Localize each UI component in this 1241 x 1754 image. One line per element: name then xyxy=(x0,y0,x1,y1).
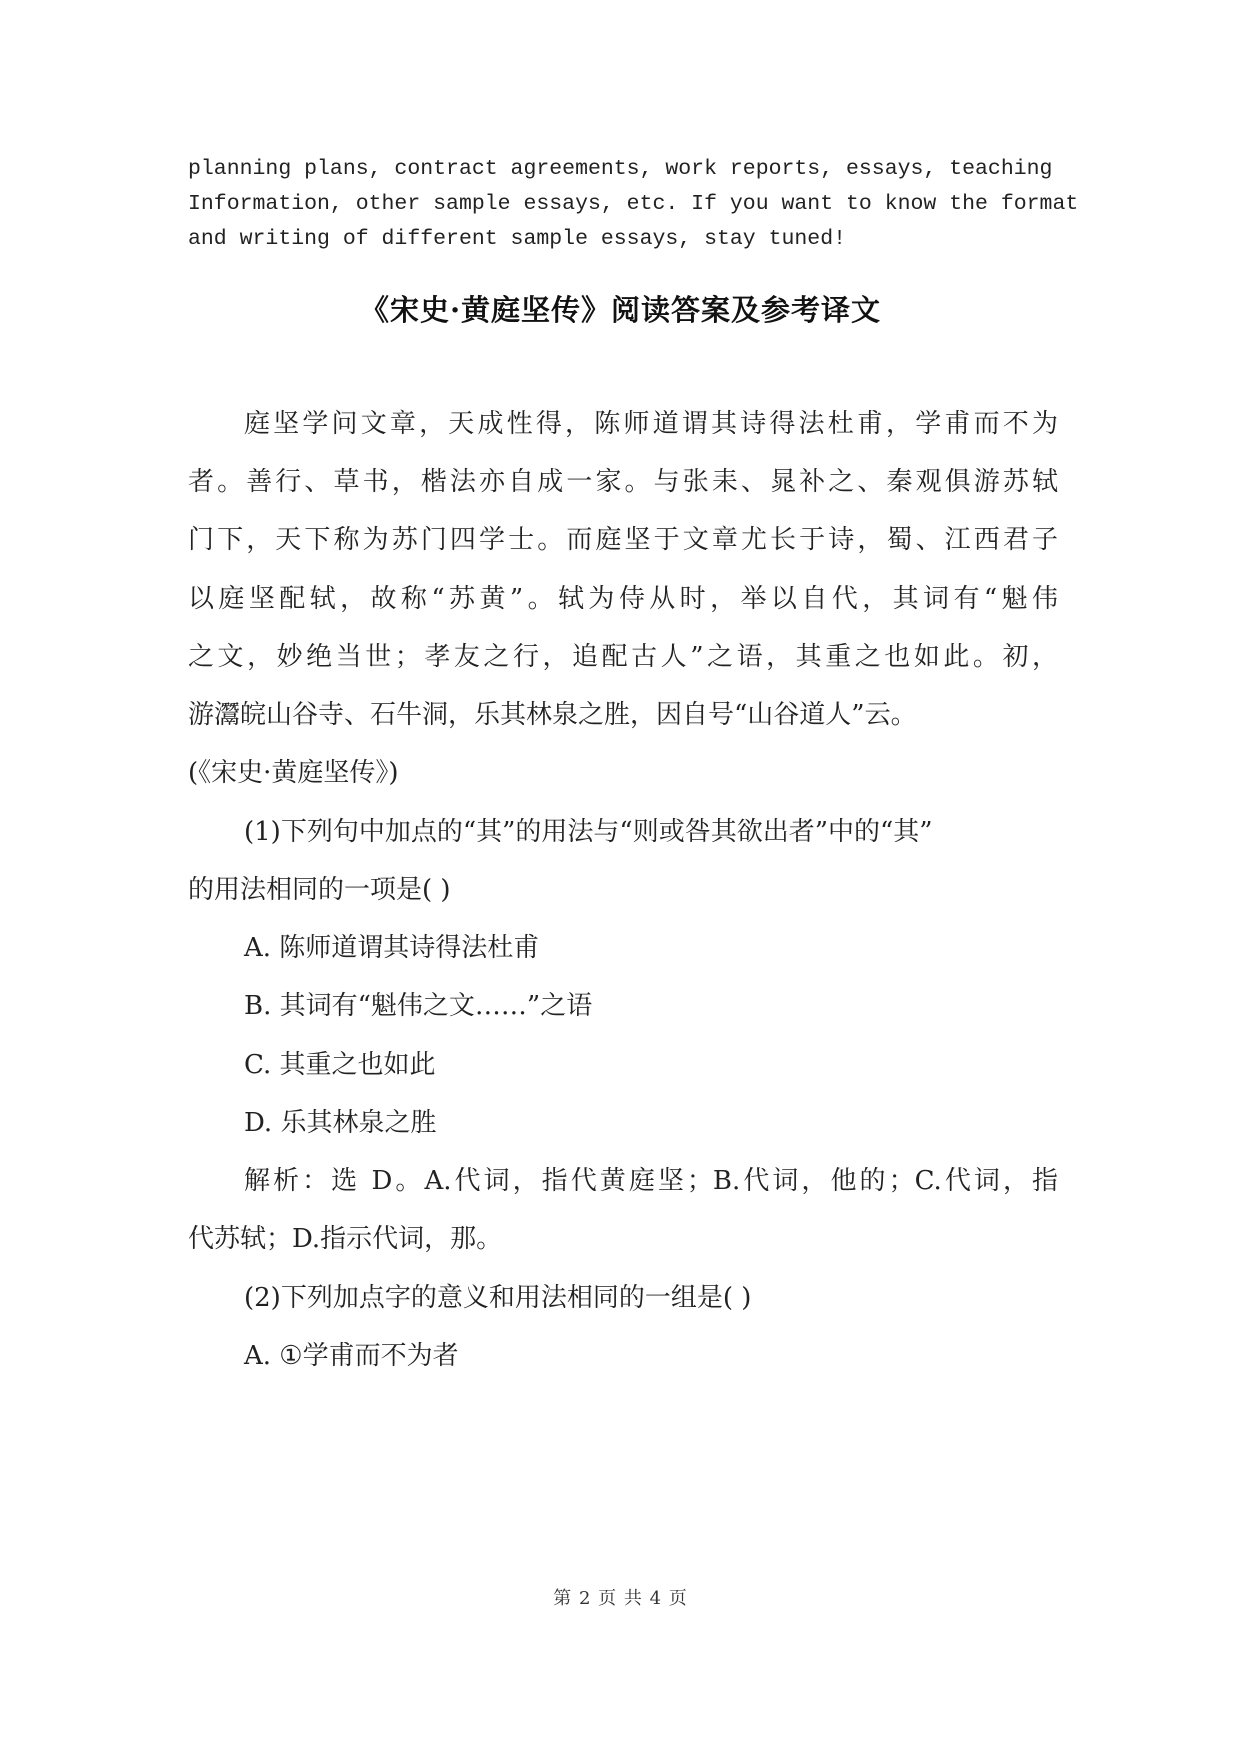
question-2-option-a: A. ①学甫而不为者 xyxy=(244,1341,459,1371)
question-1-option-c: C. 其重之也如此 xyxy=(244,1050,436,1080)
passage-line: 游灊皖山谷寺、石牛洞，乐其林泉之胜，因自号“山谷道人”云。 xyxy=(188,700,917,730)
intro-line: and writing of different sample essays, stay tuned! xyxy=(188,227,847,251)
question-1-analysis: 代苏轼；D.指示代词，那。 xyxy=(188,1224,503,1254)
intro-paragraph xyxy=(188,152,1079,257)
intro-line: planning plans, contract agreements, work reports, essays, teaching xyxy=(188,157,1053,181)
passage-citation: (《宋史·黄庭坚传》) xyxy=(188,758,399,788)
page-footer: 第 2 页 共 4 页 xyxy=(553,1588,688,1609)
passage-line: 之文，妙绝当世；孝友之行，追配古人”之语，其重之也如此。初， xyxy=(188,642,1058,672)
question-1-stem: (1)下列句中加点的“其”的用法与“则或咎其欲出者”中的“其” xyxy=(244,817,933,847)
question-1-option-d: D. 乐其林泉之胜 xyxy=(244,1108,437,1138)
passage-line: 庭坚学问文章，天成性得，陈师道谓其诗得法杜甫，学甫而不为 xyxy=(244,409,1058,439)
document-title: 《宋史·黄庭坚传》阅读答案及参考译文 xyxy=(359,293,882,327)
question-1-analysis: 解析：选 D。A.代词，指代黄庭坚；B.代词，他的；C.代词，指 xyxy=(244,1166,1058,1196)
question-2-stem: (2)下列加点字的意义和用法相同的一组是( ) xyxy=(244,1283,752,1313)
intro-line: Information, other sample essays, etc. If you want to know the format xyxy=(188,192,1079,216)
passage-line: 者。善行、草书，楷法亦自成一家。与张耒、晁补之、秦观俱游苏轼 xyxy=(188,467,1058,497)
question-1-option-b: B. 其词有“魁伟之文……”之语 xyxy=(244,991,593,1021)
passage-line: 门下，天下称为苏门四学士。而庭坚于文章尤长于诗，蜀、江西君子 xyxy=(188,525,1058,555)
question-1-option-a: A. 陈师道谓其诗得法杜甫 xyxy=(244,933,540,963)
question-1-stem: 的用法相同的一项是( ) xyxy=(188,875,451,905)
passage-line: 以庭坚配轼，故称“苏黄”。轼为侍从时，举以自代，其词有“魁伟 xyxy=(188,584,1058,614)
